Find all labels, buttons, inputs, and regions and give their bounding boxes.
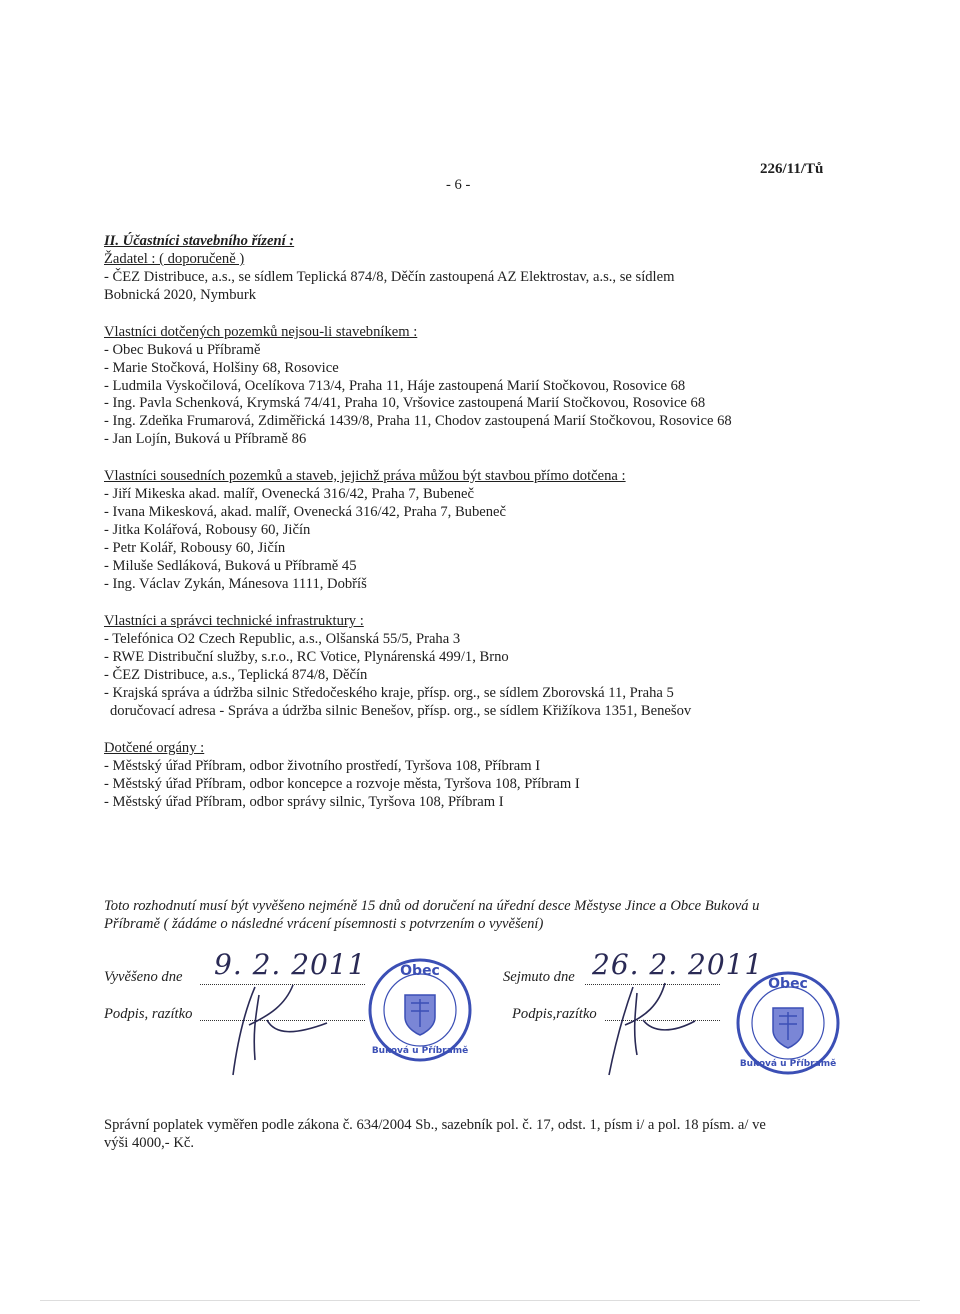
removed-date-handwritten: 26. 2. 2011: [592, 948, 764, 981]
neighbor-item: - Jitka Kolářová, Robousy 60, Jičín: [104, 522, 311, 538]
neighbor-item: - Ivana Mikesková, akad. malíř, Ovenecká 316/42, Praha 7, Bubeneč: [104, 504, 507, 520]
reference-number: 226/11/Tů: [760, 161, 824, 177]
infrastructure-heading: Vlastníci a správci technické infrastruktury :: [104, 613, 364, 629]
stamp-top-text: Obec: [768, 976, 808, 992]
infrastructure-item: - RWE Distribuční služby, s.r.o., RC Votice, Plynárenská 499/1, Brno: [104, 649, 509, 665]
authorities-heading: Dotčené orgány :: [104, 740, 205, 756]
stamp-bottom-text: Buková u Příbramě: [739, 1059, 837, 1069]
stamp-bottom-text: Buková u Příbramě: [371, 1046, 469, 1056]
signature-left: [215, 975, 335, 1085]
fee-line: Správní poplatek vyměřen podle zákona č. 634/2004 Sb., sazebník pol. č. 17, odst. 1, písm i/ a pol. 18 písm. a/ ve: [104, 1117, 766, 1133]
owner-item: - Jan Lojín, Buková u Příbramě 86: [104, 431, 307, 447]
posted-label: Vyvěšeno dne: [104, 969, 183, 985]
notice-line: Toto rozhodnutí musí být vyvěšeno nejméně 15 dnů od doručení na úřední desce Městyse Jince a Obce Buková u: [104, 898, 760, 914]
neighbor-item: - Jiří Mikeska akad. malíř, Ovenecká 316/42, Praha 7, Bubeneč: [104, 486, 475, 502]
applicant-line: Bobnická 2020, Nymburk: [104, 287, 257, 303]
authority-item: - Městský úřad Příbram, odbor životního prostředí, Tyršova 108, Příbram I: [104, 758, 541, 774]
infrastructure-item: - Telefónica O2 Czech Republic, a.s., Olšanská 55/5, Praha 3: [104, 631, 461, 647]
municipal-stamp-left: [365, 955, 475, 1065]
sign-label-right: Podpis,razítko: [512, 1006, 597, 1022]
applicant-line: - ČEZ Distribuce, a.s., se sídlem Teplická 874/8, Děčín zastoupená AZ Elektrostav, a.s., se sídlem: [104, 269, 675, 285]
owner-item: - Obec Buková u Příbramě: [104, 342, 261, 358]
removed-label: Sejmuto dne: [503, 969, 575, 985]
infrastructure-item: - Krajská správa a údržba silnic Středočeského kraje, přísp. org., se sídlem Zborovská 11, Praha 5: [104, 685, 674, 701]
signature-right: [595, 975, 705, 1085]
posted-date-handwritten: 9. 2. 2011: [214, 948, 367, 981]
municipal-stamp-right: [733, 968, 843, 1078]
owner-item: - Ing. Pavla Schenková, Krymská 74/41, Praha 10, Vršovice zastoupená Marií Stočkovou, Rosovice 68: [104, 395, 706, 411]
notice-line: Příbramě ( žádáme o následné vrácení písemnosti s potvrzením o vyvěšení): [104, 916, 544, 932]
neighbor-item: - Ing. Václav Zykán, Mánesova 1111, Dobříš: [104, 576, 367, 592]
sign-label-left: Podpis, razítko: [104, 1006, 193, 1022]
neighbor-item: - Miluše Sedláková, Buková u Příbramě 45: [104, 558, 357, 574]
owners-heading: Vlastníci dotčených pozemků nejsou-li stavebníkem :: [104, 324, 418, 340]
section-title: II. Účastníci stavebního řízení :: [104, 233, 295, 249]
authority-item: - Městský úřad Příbram, odbor koncepce a rozvoje města, Tyršova 108, Příbram I: [104, 776, 580, 792]
infrastructure-item: doručovací adresa - Správa a údržba silnic Benešov, přísp. org., se sídlem Křižíkova 1351, Benešov: [110, 703, 692, 719]
fee-line: výši 4000,- Kč.: [104, 1135, 194, 1151]
infrastructure-item: - ČEZ Distribuce, a.s., Teplická 874/8, Děčín: [104, 667, 368, 683]
neighbor-item: - Petr Kolář, Robousy 60, Jičín: [104, 540, 286, 556]
scan-artifact-line: [40, 1300, 920, 1301]
neighbors-heading: Vlastníci sousedních pozemků a staveb, jejichž práva můžou být stavbou přímo dotčena :: [104, 468, 626, 484]
owner-item: - Marie Stočková, Holšiny 68, Rosovice: [104, 360, 339, 376]
authority-item: - Městský úřad Příbram, odbor správy silnic, Tyršova 108, Příbram I: [104, 794, 504, 810]
owner-item: - Ludmila Vyskočilová, Ocelíkova 713/4, Praha 11, Háje zastoupená Marií Stočkovou, Rosovice 68: [104, 378, 686, 394]
stamp-top-text: Obec: [400, 963, 440, 979]
owner-item: - Ing. Zdeňka Frumarová, Zdiměřická 1439/8, Praha 11, Chodov zastoupená Marií Stočkovou, Rosovice 68: [104, 413, 732, 429]
page-number: - 6 -: [446, 177, 471, 193]
applicant-heading: Žadatel : ( doporučeně ): [104, 251, 245, 267]
